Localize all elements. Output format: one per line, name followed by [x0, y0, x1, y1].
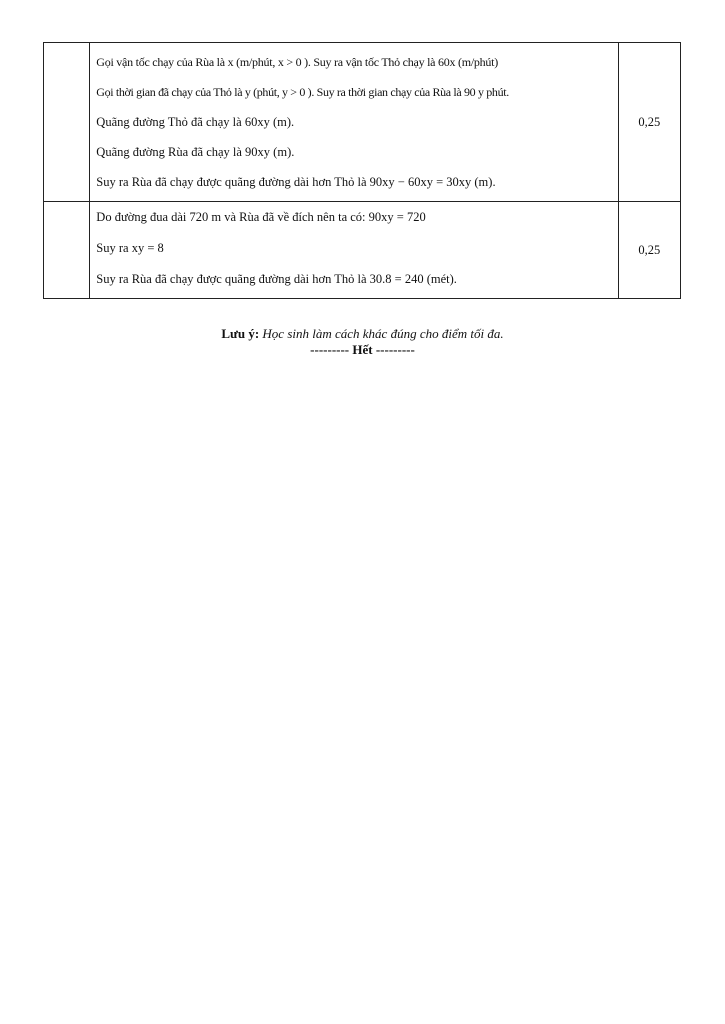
- question-number-cell: [44, 202, 90, 299]
- solution-cell: [90, 202, 618, 299]
- grading-table: [43, 42, 681, 299]
- solution-line: Suy ra xy = 8: [96, 241, 164, 255]
- table-row: [44, 43, 681, 202]
- note-text: Học sinh làm cách khác đúng cho điểm tối đa.: [259, 326, 504, 341]
- solution-line: Gọi thời gian đã chạy của Thỏ là y (phút, y > 0 ). Suy ra thời gian chạy của Rùa là 90 y phút.: [96, 85, 509, 99]
- solution-line: Do đường đua dài 720 m và Rùa đã về đích nên ta có: 90xy = 720: [96, 210, 426, 224]
- note-label: Lưu ý:: [221, 326, 260, 341]
- note: [0, 326, 725, 342]
- points-cell: 0,25: [618, 202, 680, 299]
- solution-line: Quãng đường Rùa đã chạy là 90xy (m).: [96, 145, 295, 159]
- solution-line: Quãng đường Thỏ đã chạy là 60xy (m).: [96, 115, 295, 129]
- points-cell: 0,25: [618, 43, 680, 202]
- solution-line: Suy ra Rùa đã chạy được quãng đường dài hơn Thỏ là 90xy − 60xy = 30xy (m).: [96, 175, 496, 189]
- solution-line: Suy ra Rùa đã chạy được quãng đường dài hơn Thỏ là 30.8 = 240 (mét).: [96, 272, 457, 286]
- table-row: [44, 202, 681, 299]
- question-number-cell: [44, 43, 90, 202]
- solution-cell: [90, 43, 618, 202]
- end-marker: --------- Hết ---------: [310, 342, 415, 357]
- solution-line: Gọi vận tốc chạy của Rùa là x (m/phút, x > 0 ). Suy ra vận tốc Thỏ chạy là 60x (m/phút): [96, 55, 498, 69]
